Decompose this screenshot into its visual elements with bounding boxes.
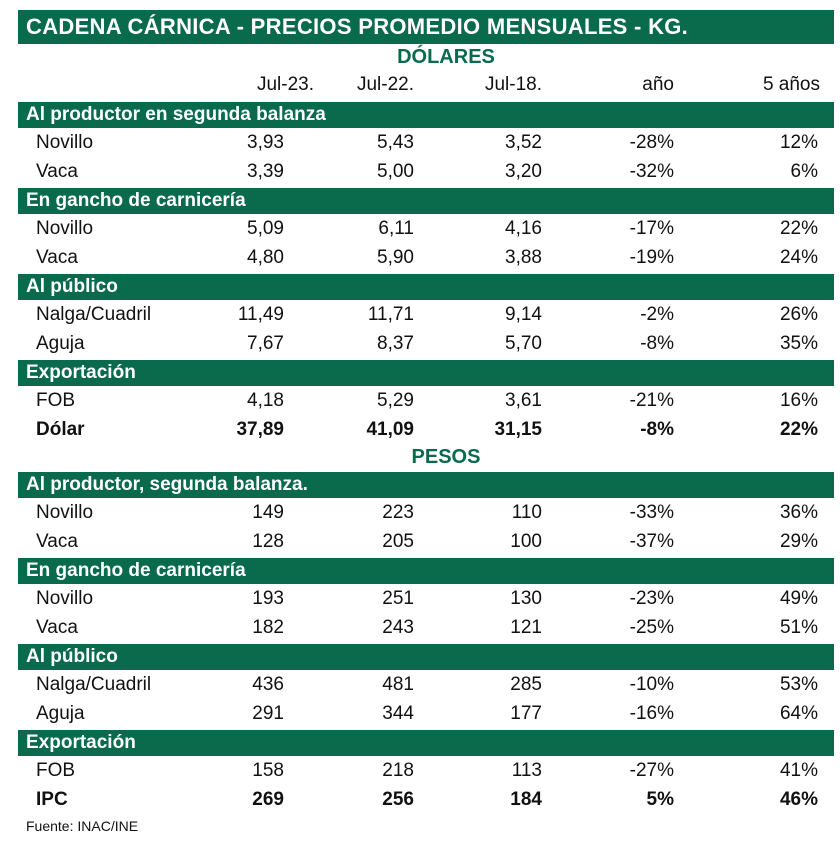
cell: 41,09 [366, 419, 414, 440]
cell: 218 [382, 760, 414, 781]
cell: 5,09 [247, 218, 284, 239]
table-row [18, 128, 834, 157]
cell: 223 [382, 502, 414, 523]
row-label: Aguja [36, 333, 85, 354]
cell: 5,70 [505, 333, 542, 354]
section-header: Exportación [18, 730, 834, 756]
cell: 9,14 [505, 304, 542, 325]
table-row [18, 613, 834, 642]
cell: -27% [629, 760, 674, 781]
row-label: Vaca [36, 531, 78, 552]
cell: 5,90 [377, 247, 414, 268]
table-row [18, 386, 834, 415]
row-label: Vaca [36, 161, 78, 182]
cell: 7,67 [247, 333, 284, 354]
row-label: Dólar [36, 419, 85, 440]
price-table [18, 10, 834, 834]
row-label: FOB [36, 390, 76, 411]
cell: 3,61 [505, 390, 542, 411]
cell: 205 [382, 531, 414, 552]
section-header: En gancho de carnicería [18, 558, 834, 584]
header-jul-23: Jul-23. [256, 74, 314, 95]
cell: -8% [640, 419, 674, 440]
cell: 24% [779, 247, 818, 268]
cell: 31,15 [494, 419, 542, 440]
cell: 6,11 [378, 218, 414, 239]
table-row [18, 498, 834, 527]
section-header: En gancho de carnicería [18, 188, 834, 214]
cell: 158 [252, 760, 284, 781]
cell: 3,52 [505, 132, 542, 153]
cell: -32% [629, 161, 674, 182]
column-headers [18, 70, 834, 100]
currency-label-dolares: DÓLARES [397, 46, 495, 68]
table-row [18, 329, 834, 358]
cell: 177 [510, 703, 542, 724]
section-header: Al productor en segunda balanza [18, 102, 834, 128]
cell: 37,89 [236, 419, 284, 440]
row-label: FOB [36, 760, 76, 781]
cell: 53% [779, 674, 818, 695]
cell: -8% [640, 333, 674, 354]
cell: 4,16 [505, 218, 542, 239]
cell: 128 [252, 531, 284, 552]
cell: 41% [779, 760, 818, 781]
cell: 26% [779, 304, 818, 325]
cell: 5,43 [377, 132, 414, 153]
cell: 121 [510, 617, 542, 638]
cell: -2% [640, 304, 674, 325]
table-row [18, 584, 834, 613]
cell: 4,80 [247, 247, 284, 268]
row-label: Vaca [36, 617, 78, 638]
section-header: Exportación [18, 360, 834, 386]
row-label: Novillo [36, 502, 94, 523]
cell: 182 [252, 617, 284, 638]
cell: 49% [779, 588, 818, 609]
cell: 436 [252, 674, 284, 695]
cell: 8,37 [377, 333, 414, 354]
cell: 11,49 [237, 304, 284, 325]
row-label: Aguja [36, 703, 85, 724]
cell: 3,39 [247, 161, 284, 182]
table-row [18, 214, 834, 243]
cell: 22% [779, 419, 818, 440]
cell: 22% [779, 218, 818, 239]
cell: 193 [252, 588, 284, 609]
cell: 4,18 [247, 390, 284, 411]
cell: 3,93 [247, 132, 284, 153]
cell: 3,20 [505, 161, 542, 182]
cell: 29% [779, 531, 818, 552]
cell: 46% [779, 789, 818, 810]
cell: 110 [511, 502, 542, 523]
cell: -23% [629, 588, 674, 609]
total-row-dolar [18, 415, 834, 444]
table-title: CADENA CÁRNICA - PRECIOS PROMEDIO MENSUALES - KG. [18, 10, 834, 44]
header-5-years: 5 años [762, 74, 820, 95]
cell: 251 [382, 588, 414, 609]
cell: 291 [252, 703, 284, 724]
cell: 130 [510, 588, 542, 609]
cell: 184 [510, 789, 542, 810]
table-row [18, 756, 834, 785]
row-label: Nalga/Cuadril [36, 304, 152, 325]
table-row [18, 300, 834, 329]
row-label: Novillo [36, 588, 94, 609]
cell: -16% [629, 703, 674, 724]
cell: 243 [382, 617, 414, 638]
cell: 269 [252, 789, 284, 810]
source-note: Fuente: INAC/INE [26, 818, 139, 834]
cell: -17% [629, 218, 674, 239]
cell: -28% [629, 132, 674, 153]
cell: 344 [382, 703, 414, 724]
section-header: Al productor, segunda balanza. [18, 472, 834, 498]
row-label: Novillo [36, 218, 94, 239]
header-year: año [642, 74, 674, 95]
row-label: Vaca [36, 247, 78, 268]
cell: 100 [510, 531, 542, 552]
cell: 36% [779, 502, 818, 523]
cell: 481 [382, 674, 414, 695]
cell: 149 [252, 502, 284, 523]
cell: 113 [511, 760, 542, 781]
row-label: IPC [36, 789, 68, 810]
row-label: Nalga/Cuadril [36, 674, 152, 695]
header-jul-22: Jul-22. [356, 74, 414, 95]
cell: 256 [382, 789, 414, 810]
cell: 5,29 [377, 390, 414, 411]
table-row [18, 670, 834, 699]
cell: -21% [629, 390, 674, 411]
cell: 35% [779, 333, 818, 354]
cell: 5,00 [377, 161, 414, 182]
total-row-ipc [18, 785, 834, 814]
table-row [18, 243, 834, 272]
header-jul-18: Jul-18. [484, 74, 542, 95]
section-header: Al público [18, 274, 834, 300]
cell: -33% [629, 502, 674, 523]
cell: 51% [779, 617, 818, 638]
table-row [18, 527, 834, 556]
cell: 285 [510, 674, 542, 695]
cell: -10% [629, 674, 674, 695]
cell: 64% [779, 703, 818, 724]
cell: -19% [629, 247, 674, 268]
table-row [18, 157, 834, 186]
currency-label-pesos: PESOS [411, 446, 481, 468]
cell: 6% [790, 161, 818, 182]
cell: -25% [629, 617, 674, 638]
cell: 16% [779, 390, 818, 411]
cell: 5% [646, 789, 674, 810]
table-row [18, 699, 834, 728]
cell: 11,71 [367, 304, 414, 325]
row-label: Novillo [36, 132, 94, 153]
cell: -37% [629, 531, 674, 552]
cell: 12% [779, 132, 818, 153]
section-header: Al público [18, 644, 834, 670]
cell: 3,88 [505, 247, 542, 268]
